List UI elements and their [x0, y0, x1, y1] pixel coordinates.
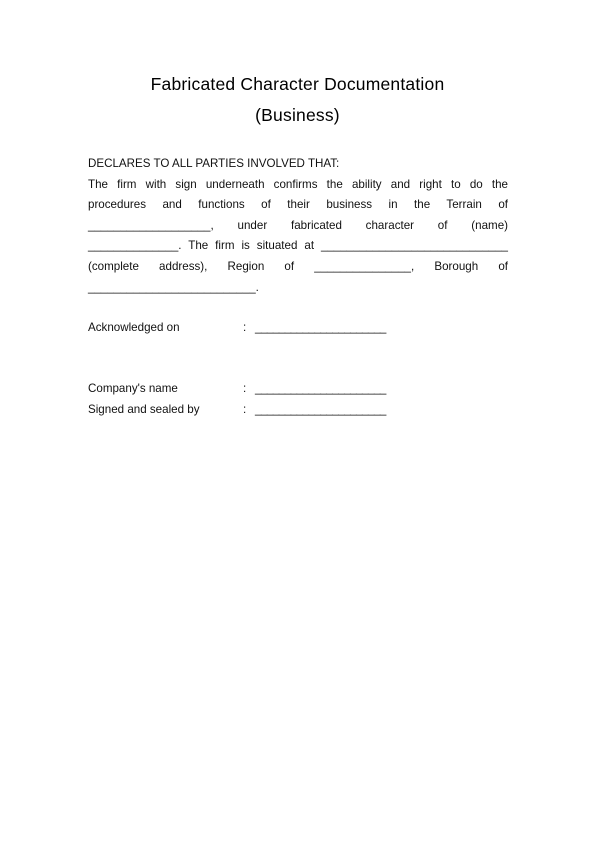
declaration-line: ___________________, under fabricated character of (name) [88, 218, 508, 232]
declaration-line: (complete address), Region of _______________, Borough of [88, 259, 508, 273]
signed-sealed-row [88, 402, 386, 418]
acknowledged-on-blank: ______________________ [255, 321, 386, 334]
acknowledged-on-label: Acknowledged on [88, 321, 180, 334]
declaration-heading: DECLARES TO ALL PARTIES INVOLVED THAT: [88, 157, 340, 170]
acknowledged-on-row [88, 320, 386, 336]
signed-sealed-blank: ______________________ [255, 403, 386, 416]
field-separator: : [243, 321, 247, 334]
company-name-label: Company's name [88, 382, 178, 395]
signed-sealed-label: Signed and sealed by [88, 403, 200, 416]
field-separator: : [243, 403, 247, 416]
company-name-row [88, 381, 386, 397]
document-title: Fabricated Character Documentation [150, 74, 445, 94]
document-subtitle: (Business) [255, 105, 340, 125]
declaration-line: ______________. The firm is situated at _____________________________ [88, 239, 508, 253]
company-name-blank: ______________________ [255, 382, 386, 395]
declaration-line: procedures and functions of their business in the Terrain of [88, 198, 508, 212]
field-separator: : [243, 382, 247, 395]
declaration-line: The firm with sign underneath confirms the ability and right to do the [88, 177, 508, 191]
declaration-paragraph [88, 154, 508, 298]
declaration-line: __________________________. [88, 280, 259, 294]
